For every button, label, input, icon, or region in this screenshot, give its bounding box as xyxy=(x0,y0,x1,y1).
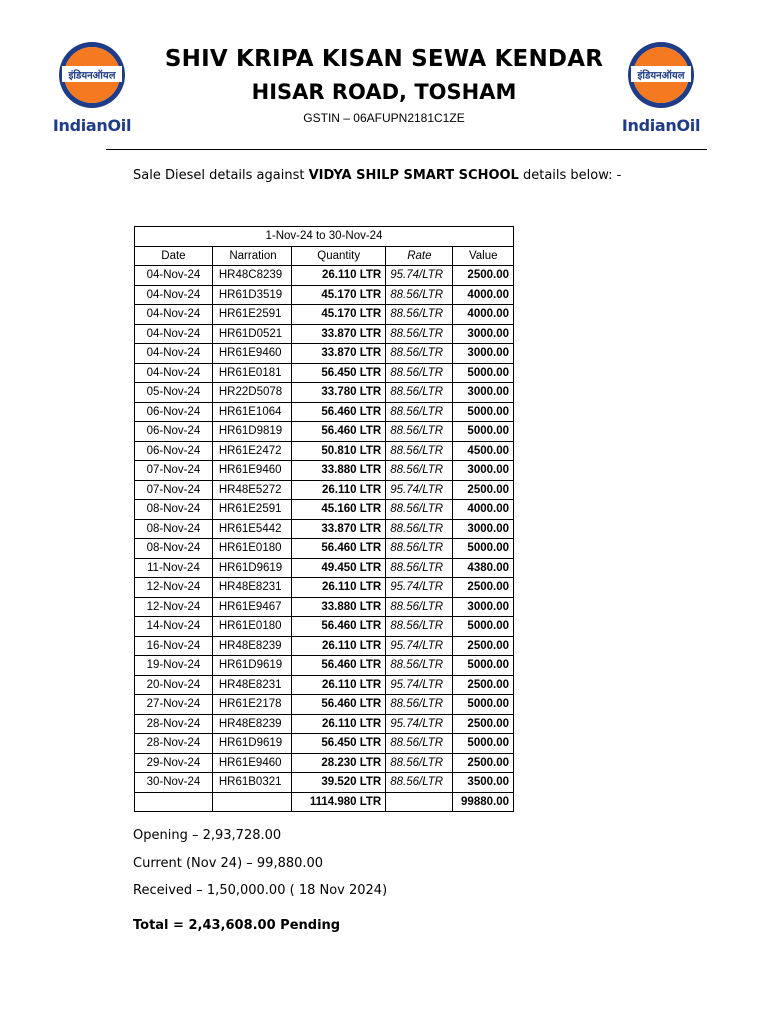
cell-date: 08-Nov-24 xyxy=(135,500,213,520)
cell-rate: 88.56/LTR xyxy=(386,656,453,676)
company-address: HISAR ROAD, TOSHAM xyxy=(251,80,517,104)
cell-quantity: 26.110 LTR xyxy=(292,266,386,286)
cell-narration: HR48E8231 xyxy=(212,675,291,695)
cell-value: 4000.00 xyxy=(453,500,514,520)
table-row xyxy=(135,656,514,676)
cell-date: 06-Nov-24 xyxy=(135,441,213,461)
cell-value: 2500.00 xyxy=(453,266,514,286)
total-blank-date xyxy=(135,792,213,812)
table-row xyxy=(135,441,514,461)
cell-rate: 88.56/LTR xyxy=(386,597,453,617)
cell-date: 28-Nov-24 xyxy=(135,714,213,734)
cell-value: 5000.00 xyxy=(453,422,514,442)
intro-sentence xyxy=(133,168,621,183)
cell-quantity: 33.880 LTR xyxy=(292,597,386,617)
cell-quantity: 50.810 LTR xyxy=(292,441,386,461)
cell-quantity: 28.230 LTR xyxy=(292,753,386,773)
customer-name: VIDYA SHILP SMART SCHOOL xyxy=(308,168,519,183)
cell-narration: HR48E5272 xyxy=(212,480,291,500)
company-name: SHIV KRIPA KISAN SEWA KENDAR xyxy=(164,46,604,72)
table-row xyxy=(135,539,514,559)
total-blank-narration xyxy=(212,792,291,812)
column-header-value: Value xyxy=(453,246,514,266)
cell-narration: HR61E0180 xyxy=(212,539,291,559)
cell-rate: 88.56/LTR xyxy=(386,539,453,559)
period-row xyxy=(135,227,514,247)
table-row xyxy=(135,734,514,754)
table-row xyxy=(135,558,514,578)
cell-value: 2500.00 xyxy=(453,753,514,773)
cell-quantity: 56.450 LTR xyxy=(292,734,386,754)
cell-date: 04-Nov-24 xyxy=(135,324,213,344)
table-row xyxy=(135,597,514,617)
cell-narration: HR61D9619 xyxy=(212,558,291,578)
table-row xyxy=(135,266,514,286)
cell-rate: 95.74/LTR xyxy=(386,266,453,286)
column-header-narration: Narration xyxy=(212,246,291,266)
cell-narration: HR61E2178 xyxy=(212,695,291,715)
cell-rate: 88.56/LTR xyxy=(386,422,453,442)
cell-quantity: 26.110 LTR xyxy=(292,675,386,695)
cell-value: 5000.00 xyxy=(453,402,514,422)
opening-balance: Opening – 2,93,728.00 xyxy=(133,828,282,843)
cell-date: 16-Nov-24 xyxy=(135,636,213,656)
diesel-sales-table xyxy=(134,226,514,812)
cell-quantity: 26.110 LTR xyxy=(292,636,386,656)
cell-date: 11-Nov-24 xyxy=(135,558,213,578)
cell-value: 3000.00 xyxy=(453,461,514,481)
table-row xyxy=(135,324,514,344)
table-row xyxy=(135,675,514,695)
table-row xyxy=(135,344,514,364)
cell-narration: HR61E0180 xyxy=(212,617,291,637)
cell-quantity: 56.460 LTR xyxy=(292,695,386,715)
table-row xyxy=(135,305,514,325)
cell-rate: 88.56/LTR xyxy=(386,519,453,539)
cell-rate: 88.56/LTR xyxy=(386,383,453,403)
cell-value: 2500.00 xyxy=(453,480,514,500)
cell-narration: HR61D9619 xyxy=(212,734,291,754)
cell-narration: HR48E8239 xyxy=(212,636,291,656)
cell-date: 29-Nov-24 xyxy=(135,753,213,773)
cell-value: 5000.00 xyxy=(453,539,514,559)
cell-value: 5000.00 xyxy=(453,617,514,637)
cell-date: 19-Nov-24 xyxy=(135,656,213,676)
cell-quantity: 56.460 LTR xyxy=(292,402,386,422)
cell-narration: HR48C8239 xyxy=(212,266,291,286)
cell-date: 14-Nov-24 xyxy=(135,617,213,637)
intro-suffix: details below: - xyxy=(518,168,622,183)
cell-value: 4500.00 xyxy=(453,441,514,461)
cell-rate: 88.56/LTR xyxy=(386,461,453,481)
cell-quantity: 56.450 LTR xyxy=(292,363,386,383)
cell-quantity: 39.520 LTR xyxy=(292,773,386,793)
cell-quantity: 49.450 LTR xyxy=(292,558,386,578)
cell-narration: HR61D9619 xyxy=(212,656,291,676)
total-row xyxy=(135,792,514,812)
cell-quantity: 33.870 LTR xyxy=(292,519,386,539)
table-row xyxy=(135,636,514,656)
cell-rate: 88.56/LTR xyxy=(386,558,453,578)
logo-hindi-text: इंडियनऑयल xyxy=(637,70,685,82)
table-row xyxy=(135,285,514,305)
cell-quantity: 26.110 LTR xyxy=(292,480,386,500)
cell-date: 20-Nov-24 xyxy=(135,675,213,695)
cell-quantity: 56.460 LTR xyxy=(292,617,386,637)
cell-rate: 95.74/LTR xyxy=(386,578,453,598)
cell-date: 04-Nov-24 xyxy=(135,285,213,305)
column-header-date: Date xyxy=(135,246,213,266)
table-row xyxy=(135,714,514,734)
cell-date: 30-Nov-24 xyxy=(135,773,213,793)
cell-rate: 88.56/LTR xyxy=(386,617,453,637)
cell-value: 3000.00 xyxy=(453,324,514,344)
cell-value: 5000.00 xyxy=(453,363,514,383)
table-body xyxy=(135,266,514,793)
cell-date: 04-Nov-24 xyxy=(135,344,213,364)
cell-value: 3000.00 xyxy=(453,597,514,617)
received-amount: Received – 1,50,000.00 ( 18 Nov 2024) xyxy=(133,883,388,898)
cell-date: 27-Nov-24 xyxy=(135,695,213,715)
cell-value: 4380.00 xyxy=(453,558,514,578)
cell-value: 4000.00 xyxy=(453,285,514,305)
cell-date: 04-Nov-24 xyxy=(135,305,213,325)
column-header-rate: Rate xyxy=(386,246,453,266)
cell-rate: 88.56/LTR xyxy=(386,363,453,383)
logo-brand-text: IndianOil xyxy=(52,116,132,135)
table-row xyxy=(135,578,514,598)
cell-value: 5000.00 xyxy=(453,656,514,676)
cell-value: 2500.00 xyxy=(453,714,514,734)
pending-total: Total = 2,43,608.00 Pending xyxy=(133,918,341,933)
cell-narration: HR61E0181 xyxy=(212,363,291,383)
cell-rate: 88.56/LTR xyxy=(386,500,453,520)
total-quantity: 1114.980 LTR xyxy=(292,792,386,812)
cell-narration: HR48E8239 xyxy=(212,714,291,734)
cell-quantity: 45.170 LTR xyxy=(292,305,386,325)
header-divider xyxy=(106,149,707,150)
total-blank-rate xyxy=(386,792,453,812)
cell-narration: HR61D3519 xyxy=(212,285,291,305)
cell-value: 4000.00 xyxy=(453,305,514,325)
table-row xyxy=(135,773,514,793)
current-month-amount: Current (Nov 24) – 99,880.00 xyxy=(133,856,324,871)
cell-quantity: 33.780 LTR xyxy=(292,383,386,403)
cell-value: 2500.00 xyxy=(453,578,514,598)
cell-date: 05-Nov-24 xyxy=(135,383,213,403)
cell-narration: HR61E9460 xyxy=(212,753,291,773)
cell-value: 3000.00 xyxy=(453,383,514,403)
cell-narration: HR61D0521 xyxy=(212,324,291,344)
table-row xyxy=(135,753,514,773)
cell-date: 08-Nov-24 xyxy=(135,519,213,539)
cell-narration: HR61B0321 xyxy=(212,773,291,793)
cell-rate: 88.56/LTR xyxy=(386,305,453,325)
period-header: 1-Nov-24 to 30-Nov-24 xyxy=(135,227,514,247)
cell-narration: HR61E9467 xyxy=(212,597,291,617)
cell-date: 28-Nov-24 xyxy=(135,734,213,754)
cell-rate: 95.74/LTR xyxy=(386,675,453,695)
cell-date: 04-Nov-24 xyxy=(135,363,213,383)
cell-narration: HR61E9460 xyxy=(212,344,291,364)
cell-rate: 88.56/LTR xyxy=(386,441,453,461)
cell-value: 5000.00 xyxy=(453,695,514,715)
cell-date: 08-Nov-24 xyxy=(135,539,213,559)
cell-date: 12-Nov-24 xyxy=(135,597,213,617)
table-row xyxy=(135,422,514,442)
cell-date: 06-Nov-24 xyxy=(135,402,213,422)
cell-quantity: 33.880 LTR xyxy=(292,461,386,481)
cell-rate: 95.74/LTR xyxy=(386,714,453,734)
cell-date: 07-Nov-24 xyxy=(135,461,213,481)
cell-narration: HR61E1064 xyxy=(212,402,291,422)
cell-value: 3500.00 xyxy=(453,773,514,793)
table-row xyxy=(135,363,514,383)
logo-hindi-text: इंडियनऑयल xyxy=(68,70,116,82)
table-row xyxy=(135,695,514,715)
cell-narration: HR61E5442 xyxy=(212,519,291,539)
cell-rate: 88.56/LTR xyxy=(386,324,453,344)
cell-value: 2500.00 xyxy=(453,675,514,695)
table-row xyxy=(135,519,514,539)
cell-date: 07-Nov-24 xyxy=(135,480,213,500)
cell-quantity: 26.110 LTR xyxy=(292,714,386,734)
cell-date: 12-Nov-24 xyxy=(135,578,213,598)
cell-quantity: 26.110 LTR xyxy=(292,578,386,598)
cell-date: 04-Nov-24 xyxy=(135,266,213,286)
intro-prefix: Sale Diesel details against xyxy=(133,168,309,183)
table-row xyxy=(135,383,514,403)
cell-rate: 88.56/LTR xyxy=(386,753,453,773)
cell-quantity: 33.870 LTR xyxy=(292,344,386,364)
table-row xyxy=(135,480,514,500)
cell-quantity: 45.170 LTR xyxy=(292,285,386,305)
cell-narration: HR61E2472 xyxy=(212,441,291,461)
column-header-quantity: Quantity xyxy=(292,246,386,266)
cell-rate: 88.56/LTR xyxy=(386,773,453,793)
cell-rate: 95.74/LTR xyxy=(386,480,453,500)
cell-narration: HR61D9819 xyxy=(212,422,291,442)
column-header-row xyxy=(135,246,514,266)
cell-narration: HR61E9460 xyxy=(212,461,291,481)
table-row xyxy=(135,500,514,520)
cell-narration: HR22D5078 xyxy=(212,383,291,403)
cell-value: 3000.00 xyxy=(453,344,514,364)
total-value: 99880.00 xyxy=(453,792,514,812)
table-row xyxy=(135,617,514,637)
cell-narration: HR48E8231 xyxy=(212,578,291,598)
cell-rate: 88.56/LTR xyxy=(386,344,453,364)
gstin-number: GSTIN – 06AFUPN2181C1ZE xyxy=(303,111,465,125)
table-row xyxy=(135,402,514,422)
cell-rate: 88.56/LTR xyxy=(386,285,453,305)
cell-rate: 88.56/LTR xyxy=(386,402,453,422)
cell-quantity: 56.460 LTR xyxy=(292,656,386,676)
cell-rate: 88.56/LTR xyxy=(386,734,453,754)
cell-quantity: 56.460 LTR xyxy=(292,539,386,559)
cell-narration: HR61E2591 xyxy=(212,500,291,520)
cell-quantity: 56.460 LTR xyxy=(292,422,386,442)
cell-quantity: 45.160 LTR xyxy=(292,500,386,520)
cell-date: 06-Nov-24 xyxy=(135,422,213,442)
logo-brand-text: IndianOil xyxy=(621,116,701,135)
cell-quantity: 33.870 LTR xyxy=(292,324,386,344)
cell-value: 5000.00 xyxy=(453,734,514,754)
cell-rate: 95.74/LTR xyxy=(386,636,453,656)
cell-rate: 88.56/LTR xyxy=(386,695,453,715)
cell-narration: HR61E2591 xyxy=(212,305,291,325)
cell-value: 3000.00 xyxy=(453,519,514,539)
cell-value: 2500.00 xyxy=(453,636,514,656)
table-row xyxy=(135,461,514,481)
